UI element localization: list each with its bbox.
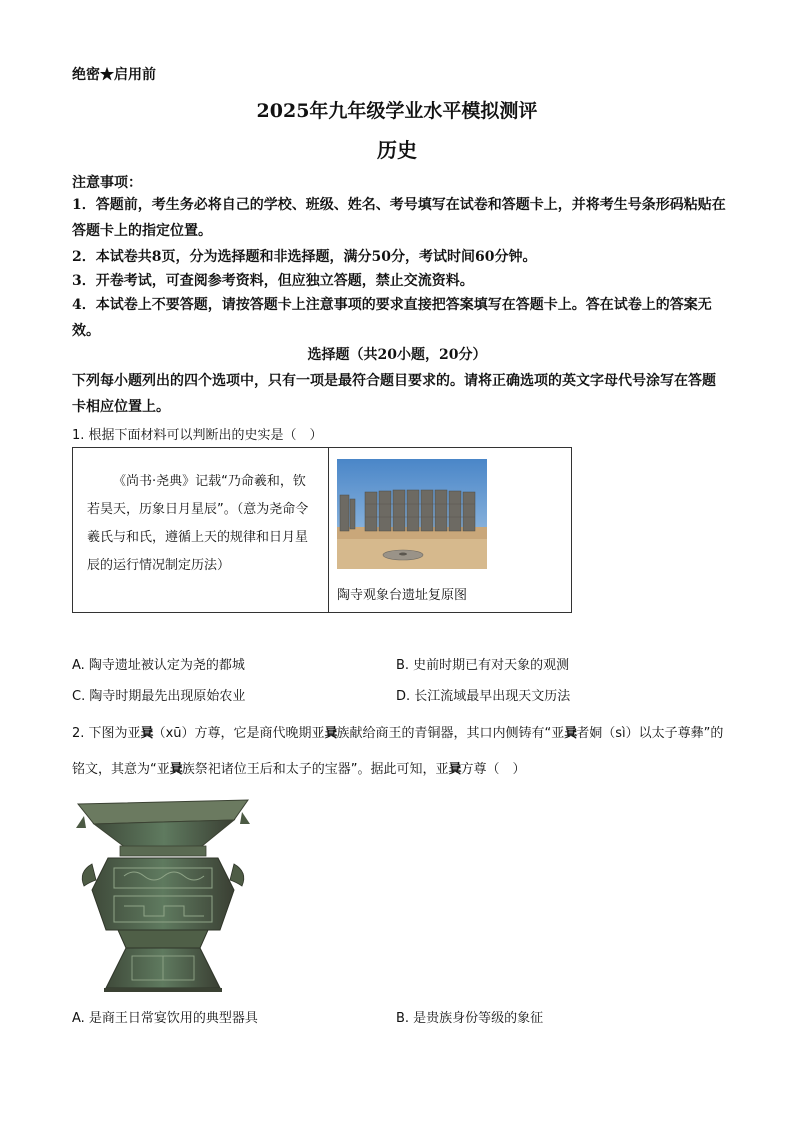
q2-text-4: 者姛（sì）以太子尊彝”的铭文，其意为“亚 xyxy=(72,726,724,777)
clan-glyph: 㠱 xyxy=(564,726,577,741)
notes-heading: 注意事项： xyxy=(72,175,142,191)
note-item-2: 2．本试卷共8页，分为选择题和非选择题，满分50分，考试时间60分钟。 xyxy=(72,249,537,265)
note-item-3: 3．开卷考试，可查阅参考资料，但应独立答题，禁止交流资料。 xyxy=(72,273,474,289)
section-heading: 选择题（共20小题，20分） xyxy=(307,347,487,363)
section-instruction: 下列每小题列出的四个选项中，只有一项是最符合题目要求的。请将正确选项的英文字母代号涂写在答题卡相应位置上。 xyxy=(72,373,716,415)
question-2-stem xyxy=(72,716,726,788)
q2-text-1: 2. 下图为亚 xyxy=(72,726,141,741)
q1-option-a: A. 陶寺遗址被认定为尧的都城 xyxy=(72,658,245,673)
q1-option-b: B. 史前时期已有对天象的观测 xyxy=(396,658,570,673)
q2-text-6: 方尊（ ） xyxy=(460,762,526,777)
confidential-label: 绝密★启用前 xyxy=(72,67,156,83)
note-item-1: 1．答题前，考生务必将自己的学校、班级、姓名、考号填写在试卷和答题卡上，并将考生号条形码粘贴在答题卡上的指定位置。 xyxy=(72,197,726,239)
question-1-material-table xyxy=(72,447,572,613)
question-1-stem: 1. 根据下面材料可以判断出的史实是（ ） xyxy=(72,428,323,443)
exam-title: 2025年九年级学业水平模拟测评 xyxy=(256,100,538,122)
note-item-4: 4．本试卷上不要答题，请按答题卡上注意事项的要求直接把答案填写在答题卡上。答在试卷上的答案无效。 xyxy=(72,297,712,339)
q2-option-a: A. 是商王日常宴饮用的典型器具 xyxy=(72,1011,258,1026)
material-image-cell xyxy=(329,448,571,612)
q2-text-3: 族献给商王的青铜器，其口内侧铸有“亚 xyxy=(336,726,565,741)
material-text: 《尚书·尧典》记载“乃命羲和，钦若昊天，历象日月星辰”。（意为尧命令羲氏与和氏，遵循上天的规律和日月星辰的运行情况制定历法） xyxy=(73,448,329,612)
q2-text-5: 族祭祀诸位王后和太子的宝器”。据此可知，亚 xyxy=(181,762,449,777)
image-caption: 陶寺观象台遗址复原图 xyxy=(337,588,468,603)
observatory-photo xyxy=(337,459,487,569)
q2-option-b: B. 是贵族身份等级的象征 xyxy=(396,1011,544,1026)
q1-option-d: D. 长江流域最早出现天文历法 xyxy=(396,689,571,704)
bronze-fangzun-photo xyxy=(74,798,252,996)
clan-glyph: 㠱 xyxy=(169,762,182,777)
clan-glyph: 㠱 xyxy=(324,726,337,741)
subject-title: 历史 xyxy=(377,138,417,162)
q1-option-c: C. 陶寺时期最先出现原始农业 xyxy=(72,689,246,704)
clan-glyph: 㠱 xyxy=(140,726,153,741)
q2-text-2: （xū）方尊，它是商代晚期亚 xyxy=(152,726,325,741)
clan-glyph: 㠱 xyxy=(448,762,461,777)
